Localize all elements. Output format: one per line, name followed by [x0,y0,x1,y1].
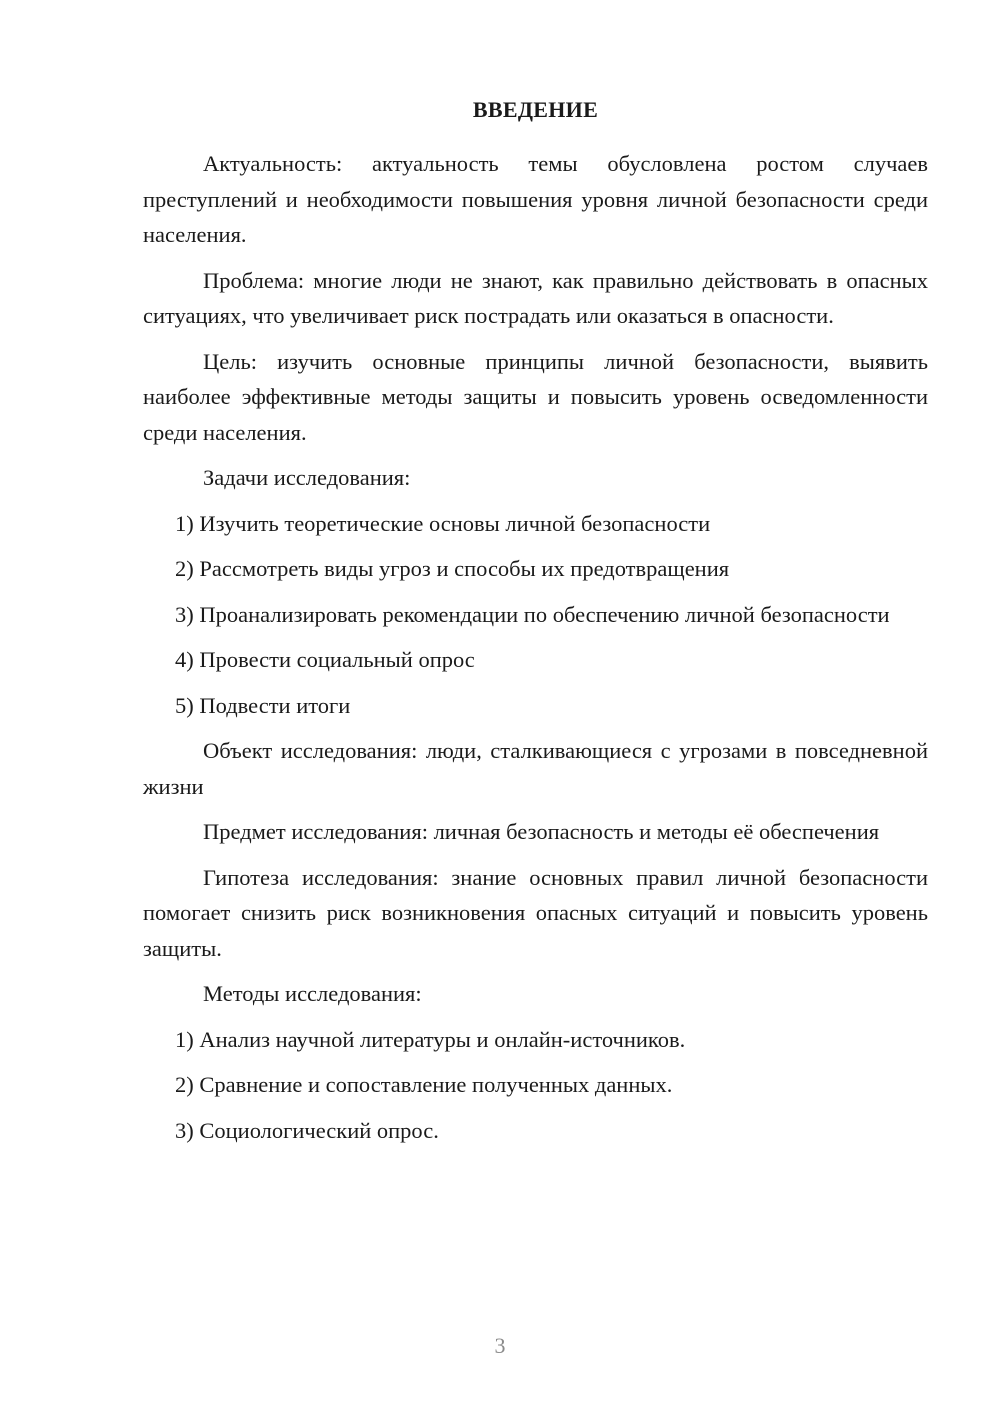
methods-title: Методы исследования: [203,981,422,1006]
section-heading: ВВЕДЕНИЕ [472,97,599,122]
task-item-2: 2) Рассмотреть виды угроз и способы их предотвращения [175,556,730,581]
task-item-4: 4) Провести социальный опрос [175,647,475,672]
page-content [143,96,928,1158]
problem-paragraph: Проблема: многие люди не знают, как правильно действовать в опасных ситуациях, что увеличивает риск пострадать или оказаться в опасности. [143,267,928,328]
method-item-2: 2) Сравнение и сопоставление полученных данных. [175,1072,673,1097]
object-paragraph: Объект исследования: люди, сталкивающиеся с угрозами в повседневной жизни [143,738,928,799]
task-item-3: 3) Проанализировать рекомендации по обеспечению личной безопасности [175,601,890,627]
page-number: 3 [494,1333,506,1358]
relevance-paragraph: Актуальность: актуальность темы обусловлена ростом случаев преступлений и необходимости повышения уровня личной безопасности среди населения. [143,151,928,247]
method-item-1: 1) Анализ научной литературы и онлайн-источников. [175,1026,686,1052]
goal-paragraph: Цель: изучить основные принципы личной безопасности, выявить наиболее эффективные методы защиты и повысить уровень осведомленности среди населения. [143,348,928,445]
subject-paragraph: Предмет исследования: личная безопасность и методы её обеспечения [203,819,880,844]
task-item-5: 5) Подвести итоги [175,692,351,718]
tasks-title: Задачи исследования: [203,465,411,490]
hypothesis-paragraph: Гипотеза исследования: знание основных правил личной безопасности помогает снизить риск возникновения опасных ситуаций и повысить уровень защиты. [143,864,928,961]
method-item-3: 3) Социологический опрос. [175,1117,439,1143]
task-item-1: 1) Изучить теоретические основы личной безопасности [175,510,711,536]
